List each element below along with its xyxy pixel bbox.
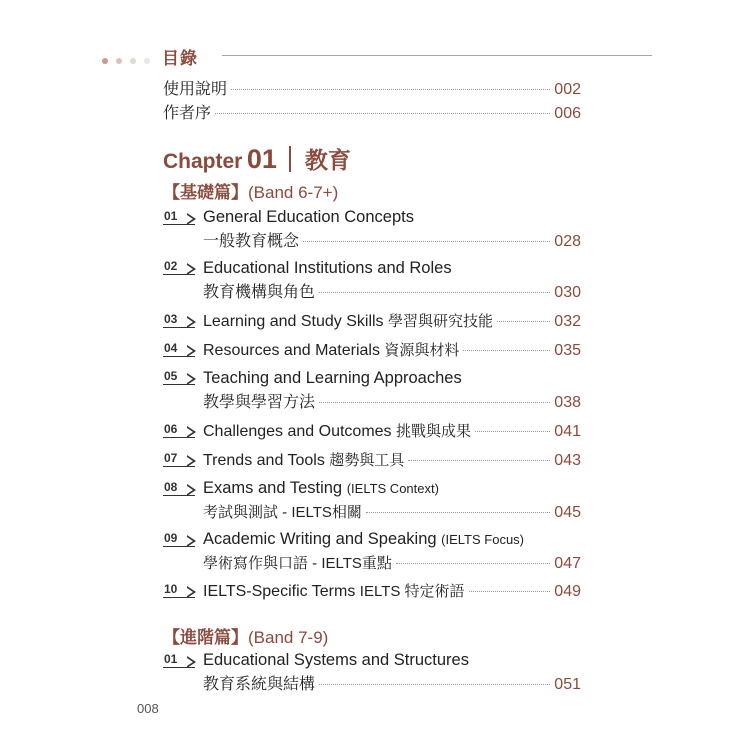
chapter-divider [289, 146, 291, 172]
dot-3 [130, 58, 136, 64]
entry-title-en: Resources and Materials [203, 342, 380, 359]
entry-title-note: (IELTS Context) [346, 481, 439, 496]
toc-row-entry-03[interactable] [203, 312, 581, 332]
page-number: 049 [554, 583, 581, 600]
entry-title-en: Educational Systems and Structures [203, 651, 469, 669]
toc-row-advanced-01[interactable] [203, 675, 581, 695]
section-basic [163, 178, 338, 203]
entry-number-badge: 06 [163, 422, 201, 440]
entry-title-en: Exams and Testing [203, 479, 343, 497]
dot-leader [303, 241, 550, 242]
page-number: 035 [554, 342, 581, 359]
entry-title-en: General Education Concepts [203, 208, 414, 226]
dot-4 [144, 58, 150, 64]
entry-title-zh: 考試與測試 - IELTS相關 [203, 504, 362, 521]
dot-leader [463, 350, 550, 351]
section-title: 【進階篇】 [163, 628, 248, 647]
entry-title-en: Educational Institutions and Roles [203, 259, 452, 277]
entry-number-badge: 07 [163, 451, 201, 469]
entry-title-zh: 趨勢與工具 [329, 452, 405, 469]
entry-title-en: Challenges and Outcomes [203, 423, 392, 440]
entry-title-zh: 挑戰與成果 [396, 423, 472, 440]
page-number: 043 [554, 452, 581, 469]
entry-number-badge: 04 [163, 341, 201, 359]
dot-leader [497, 321, 550, 322]
dot-leader [469, 591, 551, 592]
toc-header [102, 44, 652, 66]
entry-title-zh: 資源與材料 [384, 342, 460, 359]
entry-title-zh: 一般教育概念 [203, 233, 300, 250]
dot-leader [231, 89, 550, 90]
entry-title-zh: 教學與學習方法 [203, 394, 316, 411]
section-title: 【基礎篇】 [163, 183, 248, 202]
entry-number-badge: 10 [163, 582, 201, 600]
page-number: 032 [554, 313, 581, 330]
section-band: (Band 6-7+) [248, 183, 339, 202]
toc-row-entry-08[interactable] [203, 503, 581, 523]
dot-leader [475, 431, 550, 432]
toc-row-entry-10[interactable] [203, 582, 581, 602]
dot-leader [396, 563, 550, 564]
entry-title-en: Academic Writing and Speaking [203, 530, 437, 548]
toc-row-entry-05[interactable] [203, 393, 581, 413]
dot-leader [366, 512, 550, 513]
toc-row-preface[interactable] [163, 104, 581, 124]
page-number: 006 [554, 105, 581, 122]
chapter-heading [163, 142, 351, 175]
entry-number-badge: 01 [163, 652, 201, 670]
entry-title-zh: 學術寫作與口語 - IELTS重點 [203, 555, 392, 572]
dot-leader [319, 402, 550, 403]
chapter-title: 教育 [304, 147, 351, 173]
entry-title-en: Trends and Tools [203, 452, 325, 469]
entry-title-en-wrap [203, 530, 524, 549]
toc-row-entry-01[interactable] [203, 232, 581, 252]
page-number: 030 [554, 284, 581, 301]
entry-number-badge: 05 [163, 369, 201, 387]
chapter-label: Chapter [163, 150, 243, 173]
dot-leader [408, 460, 550, 461]
entry-title-note: (IELTS Focus) [441, 532, 525, 547]
entry-title-zh: 教育系統與結構 [203, 676, 316, 693]
page-number: 047 [554, 555, 581, 572]
dot-leader [319, 292, 550, 293]
dot-2 [116, 58, 122, 64]
toc-row-entry-06[interactable] [203, 422, 581, 442]
page-number: 038 [554, 394, 581, 411]
dot-leader [319, 684, 550, 685]
toc-row-entry-07[interactable] [203, 451, 581, 471]
page-number: 051 [554, 676, 581, 693]
toc-row-usage[interactable] [163, 80, 581, 100]
entry-title-zh: IELTS 特定術語 [359, 583, 465, 600]
page-number: 002 [554, 81, 581, 98]
header-dots [102, 51, 158, 59]
section-advanced [163, 623, 328, 648]
entry-title-zh: 教育機構與角色 [203, 284, 316, 301]
header-rule [222, 55, 652, 56]
toc-row-entry-02[interactable] [203, 283, 581, 303]
entry-number-badge: 09 [163, 531, 201, 549]
section-band: (Band 7-9) [248, 628, 329, 647]
toc-row-entry-09[interactable] [203, 554, 581, 574]
entry-title-en: Learning and Study Skills [203, 313, 384, 330]
entry-title-en: IELTS-Specific Terms [203, 583, 356, 600]
entry-number-badge: 03 [163, 312, 201, 330]
toc-title: 目錄 [162, 49, 198, 68]
front-title: 使用說明 [163, 81, 228, 98]
dot-1 [102, 58, 108, 64]
entry-number-badge: 02 [163, 259, 201, 277]
chapter-number: 01 [246, 144, 277, 174]
page-number: 041 [554, 423, 581, 440]
dot-leader [215, 113, 550, 114]
front-title: 作者序 [163, 105, 212, 122]
page-number: 045 [554, 504, 581, 521]
entry-title-en-wrap [203, 479, 439, 498]
page-number: 028 [554, 233, 581, 250]
footer-page-number: 008 [137, 701, 159, 716]
entry-title-en: Teaching and Learning Approaches [203, 369, 462, 387]
entry-title-zh: 學習與研究技能 [388, 313, 494, 330]
entry-number-badge: 01 [163, 209, 201, 227]
toc-row-entry-04[interactable] [203, 341, 581, 361]
entry-number-badge: 08 [163, 480, 201, 498]
